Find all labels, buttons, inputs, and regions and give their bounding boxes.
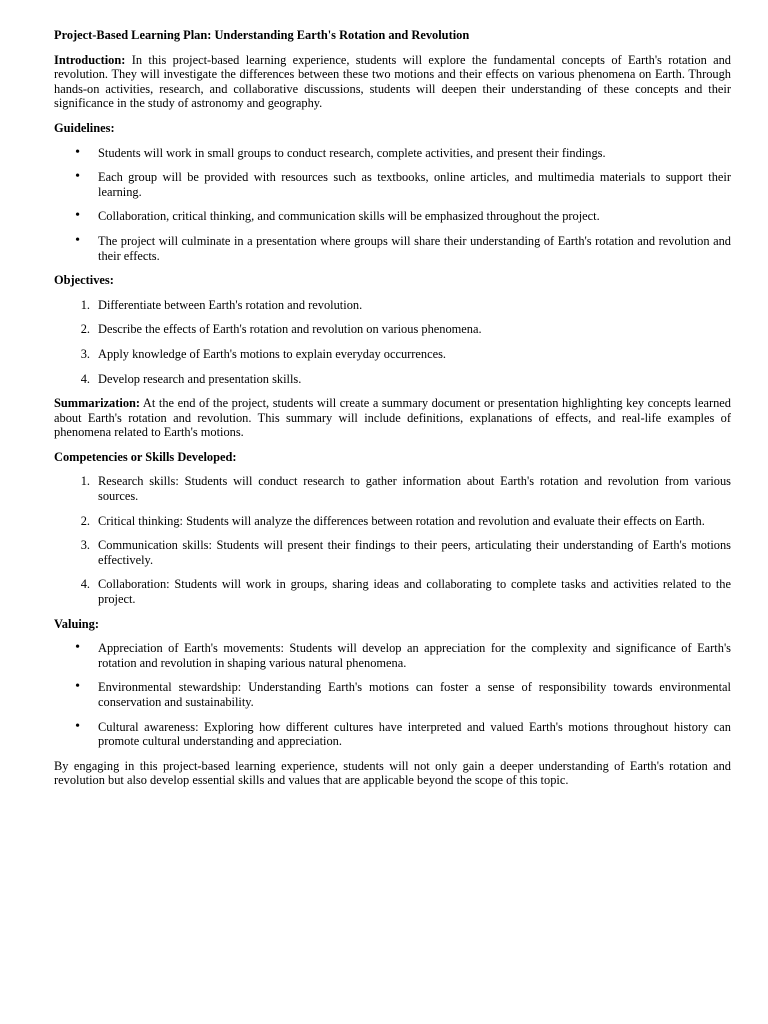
guidelines-list [54,146,731,264]
list-item-text: Cultural awareness: Exploring how different cultures have interpreted and valued Earth's motions throughout history can promote cultural understanding and appreciation. [98,719,731,749]
summarization-label: Summarization: [54,396,141,411]
objectives-heading: Objectives: [54,273,114,288]
list-item [54,322,731,337]
list-item [54,146,731,161]
objectives-list [54,298,731,386]
bullet-marker: • [75,169,80,185]
number-marker: 4. [80,577,90,592]
list-item [54,474,731,503]
list-item [54,577,731,606]
valuing-list [54,641,731,749]
list-item [54,680,731,709]
list-item-text: Collaboration: Students will work in groups, sharing ideas and collaborating to complete tasks and activities related to the project. [98,577,731,607]
competencies-list [54,474,731,606]
list-item-text: Critical thinking: Students will analyze the differences between rotation and revolution and evaluate their effects on Earth. [98,513,705,528]
bullet-marker: • [75,679,80,695]
list-item [54,347,731,362]
bullet-marker: • [75,232,80,248]
introduction-paragraph [54,53,731,111]
guidelines-heading: Guidelines: [54,120,115,135]
number-marker: 4. [80,371,90,386]
list-item-text: Research skills: Students will conduct research to gather information about Earth's rotation and revolution from various sources. [98,474,731,504]
valuing-heading: Valuing: [54,616,99,631]
list-item [54,170,731,199]
list-item [54,538,731,567]
document-page [54,28,731,798]
list-item-text: Collaboration, critical thinking, and communication skills will be emphasized throughout the project. [98,209,600,224]
list-item-text: Appreciation of Earth's movements: Students will develop an appreciation for the complexity and significance of Earth's rotation and revolution in shaping various natural phenomena. [98,641,731,670]
number-marker: 3. [80,346,90,361]
list-item [54,720,731,749]
list-item-text: Describe the effects of Earth's rotation and revolution on various phenomena. [98,322,482,337]
bullet-marker: • [75,640,80,656]
list-item [54,298,731,313]
page-title: Project-Based Learning Plan: Understanding Earth's Rotation and Revolution [54,28,470,42]
list-item [54,641,731,670]
bullet-marker: • [75,718,80,734]
list-item-text: Develop research and presentation skills. [98,371,302,386]
list-item-text: Differentiate between Earth's rotation and revolution. [98,297,363,312]
list-item-text: The project will culminate in a presentation where groups will share their understanding of Earth's rotation and revolution and their effects. [98,233,731,263]
bullet-marker: • [75,144,80,160]
list-item [54,372,731,387]
summarization-paragraph [54,396,731,440]
list-item-text: Apply knowledge of Earth's motions to explain everyday occurrences. [98,346,447,361]
number-marker: 1. [80,474,90,489]
bullet-marker: • [75,208,80,224]
list-item-text: Communication skills: Students will present their findings to their peers, articulating their understanding of Earth's motions effectively. [98,538,731,567]
list-item [54,209,731,224]
number-marker: 2. [80,513,90,528]
summarization-text: At the end of the project, students will create a summary document or presentation highlighting key concepts learned about Earth's rotation and revolution. This summary will include definitions, explanations of effects, and real-life examples of phenomena related to Earth's motions. [54,396,731,440]
number-marker: 1. [80,297,90,312]
list-item [54,514,731,529]
number-marker: 2. [80,322,90,337]
number-marker: 3. [80,538,90,553]
competencies-heading: Competencies or Skills Developed: [54,449,237,464]
list-item-text: Environmental stewardship: Understanding Earth's motions can foster a sense of responsibility towards environmental conservation and sustainability. [98,680,731,709]
introduction-label: Introduction: [54,52,126,67]
list-item-text: Students will work in small groups to conduct research, complete activities, and present their findings. [98,145,606,160]
introduction-text: In this project-based learning experience, students will explore the fundamental concepts of Earth's rotation and revolution. They will investigate the differences between these two motions and their effects on various phenomena on Earth. Through hands-on activities, research, and collaborative discussions, students will deepen their understanding of these concepts and their significance in the study of astronomy and geography. [54,52,731,111]
list-item-text: Each group will be provided with resources such as textbooks, online articles, and multimedia materials to support their learning. [98,170,731,199]
conclusion-paragraph: By engaging in this project-based learning experience, students will not only gain a deeper understanding of Earth's rotation and revolution but also develop essential skills and values that are applicable beyond the scope of this topic. [54,758,731,788]
list-item [54,234,731,263]
